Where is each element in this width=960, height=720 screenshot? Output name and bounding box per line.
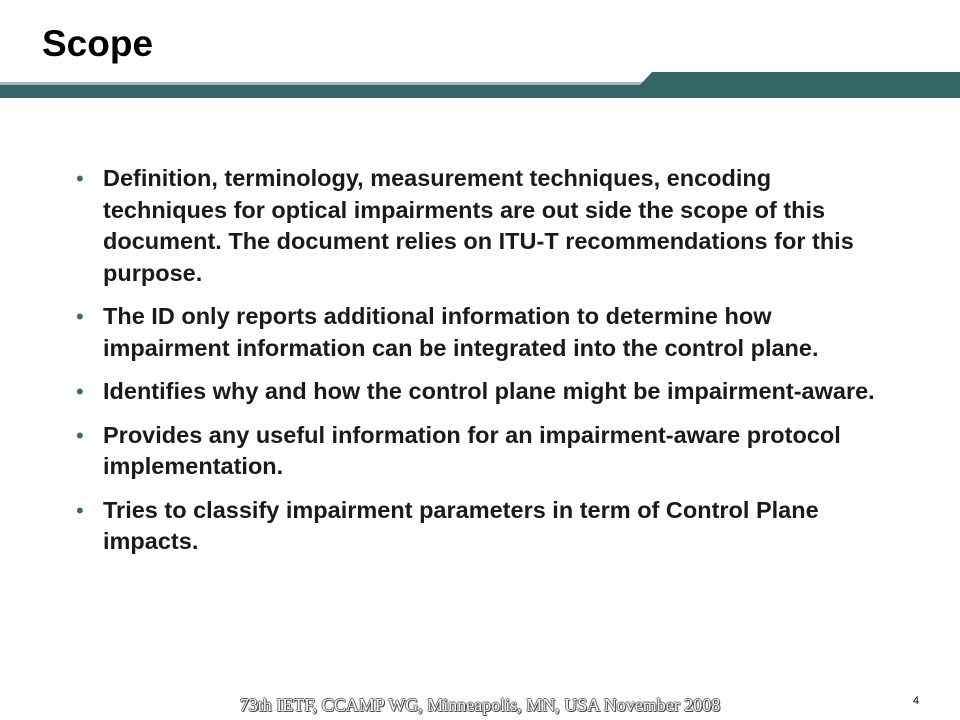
bullet-marker: • [76,166,84,191]
title-divider-band [0,72,960,98]
bullet-text: Identifies why and how the control plane might be impairment-aware. [103,378,875,404]
bullet-text: Provides any useful information for an impairment-aware protocol implementation. [103,421,841,479]
bullet-marker: • [76,422,84,448]
bullet-marker: • [76,304,84,329]
bullet-text: Tries to classify impairment parameters in term of Control Plane impacts. [103,496,819,554]
bullet-item [76,301,876,364]
bullet-marker: • [76,379,84,404]
bullet-text: The ID only reports additional information to determine how impairment information can be integrated into the control plane. [103,303,819,361]
bullet-text: Definition, terminology, measurement techniques, encoding techniques for optical impairments are out side the scope of this document. The document relies on ITU-T recommendations for this purpose. [103,165,854,286]
slide-footer: 73th IETF, CCAMP WG, Minneapolis, MN, USA November 2008 [239,695,721,715]
bullet-marker: • [76,497,84,523]
bullet-list [76,163,876,570]
page-number: 4 [912,695,919,707]
bullet-item [76,376,876,408]
slide-title: Scope [42,23,154,64]
bullet-item [76,163,876,289]
bullet-item [76,420,876,483]
bullet-item [76,495,876,558]
title-band-bar [0,72,960,98]
